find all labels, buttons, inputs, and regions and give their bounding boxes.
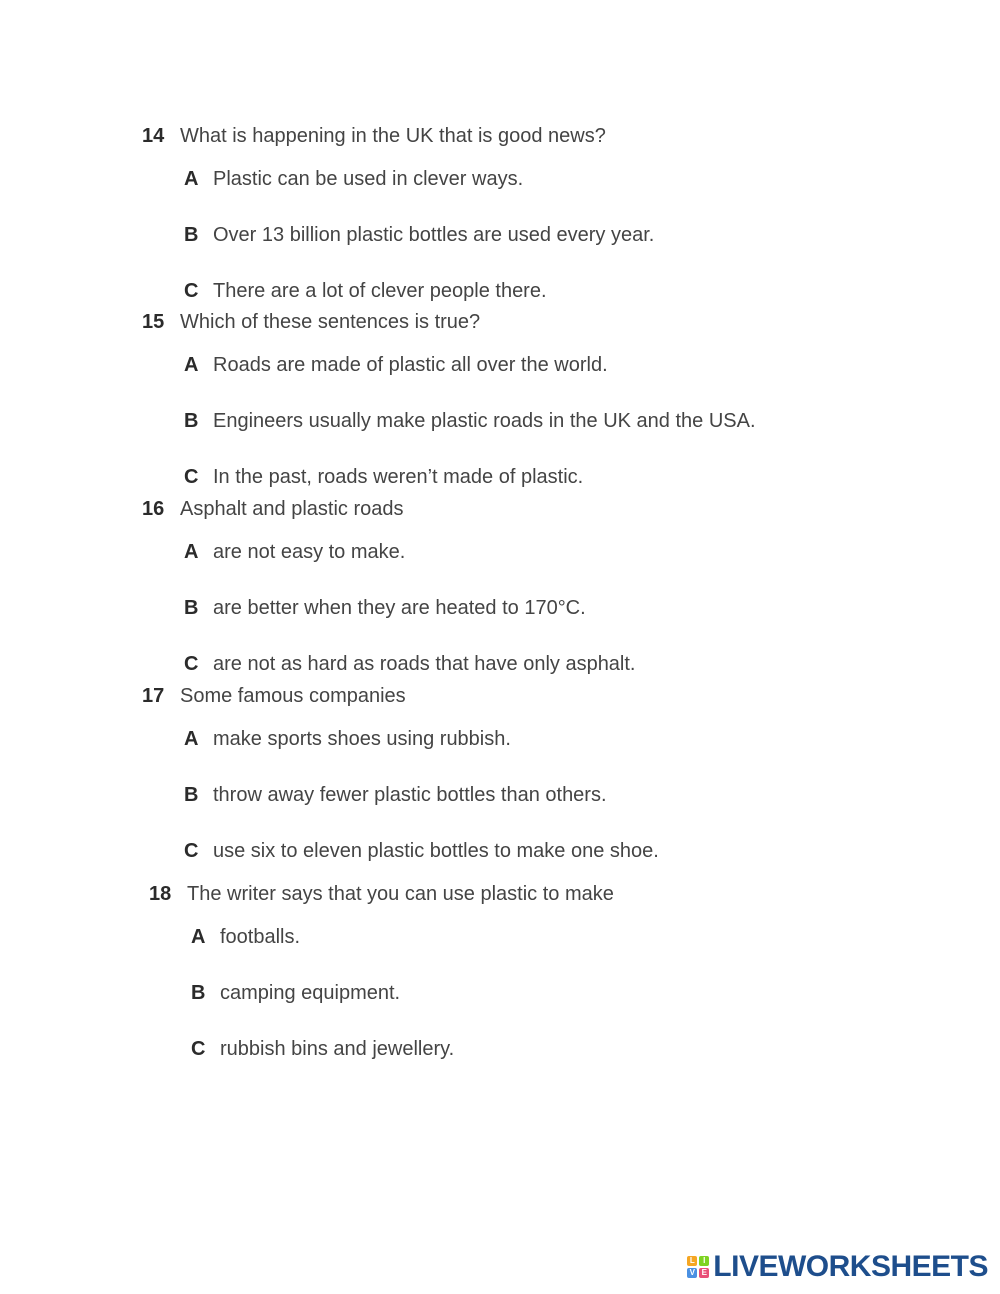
option-letter: A xyxy=(184,354,199,376)
answer-options xyxy=(142,350,942,505)
logo-mark-tile: I xyxy=(699,1256,709,1266)
option-letter: B xyxy=(184,784,199,806)
question-prompt: Some famous companies xyxy=(180,685,406,707)
answer-options xyxy=(142,164,942,319)
option-text: In the past, roads weren’t made of plastic. xyxy=(213,466,584,488)
answer-options xyxy=(142,537,942,692)
option-text: rubbish bins and jewellery. xyxy=(220,1038,455,1060)
option-text: There are a lot of clever people there. xyxy=(213,280,547,302)
option-letter: C xyxy=(184,840,199,862)
logo-mark-tile: E xyxy=(699,1268,709,1278)
answer-option-b[interactable] xyxy=(142,220,942,263)
option-text: Engineers usually make plastic roads in the UK and the USA. xyxy=(213,410,756,432)
option-text: throw away fewer plastic bottles than others. xyxy=(213,784,607,806)
answer-option-a[interactable] xyxy=(142,350,942,393)
question-number: 17 xyxy=(142,685,165,707)
question-18 xyxy=(149,879,949,1077)
option-letter: B xyxy=(184,410,199,432)
liveworksheets-logo[interactable] xyxy=(687,1250,988,1284)
question-header xyxy=(142,307,942,337)
option-text: camping equipment. xyxy=(220,982,401,1004)
option-letter: A xyxy=(184,728,199,750)
option-letter: C xyxy=(184,280,199,302)
option-letter: A xyxy=(184,168,199,190)
question-14 xyxy=(142,121,942,319)
question-17 xyxy=(142,681,942,879)
answer-options xyxy=(149,922,949,1077)
option-text: use six to eleven plastic bottles to make one shoe. xyxy=(213,840,659,862)
question-number: 14 xyxy=(142,125,165,147)
option-text: are not as hard as roads that have only asphalt. xyxy=(213,653,636,675)
option-text: are better when they are heated to 170°C. xyxy=(213,597,586,619)
question-prompt: Asphalt and plastic roads xyxy=(180,498,404,520)
answer-option-a[interactable] xyxy=(142,724,942,767)
option-letter: A xyxy=(184,541,199,563)
question-number: 18 xyxy=(149,883,172,905)
answer-option-b[interactable] xyxy=(149,978,949,1021)
question-header xyxy=(142,681,942,711)
option-letter: C xyxy=(184,466,199,488)
question-number: 16 xyxy=(142,498,165,520)
answer-option-b[interactable] xyxy=(142,780,942,823)
answer-options xyxy=(142,724,942,879)
answer-option-a[interactable] xyxy=(149,922,949,965)
option-letter: B xyxy=(191,982,206,1004)
option-letter: B xyxy=(184,597,199,619)
option-letter: C xyxy=(184,653,199,675)
question-header xyxy=(149,879,949,909)
answer-option-c[interactable] xyxy=(149,1034,949,1077)
answer-option-b[interactable] xyxy=(142,406,942,449)
question-prompt: What is happening in the UK that is good news? xyxy=(180,125,606,147)
option-text: Over 13 billion plastic bottles are used every year. xyxy=(213,224,655,246)
option-text: Plastic can be used in clever ways. xyxy=(213,168,524,190)
question-16 xyxy=(142,494,942,692)
question-header xyxy=(142,121,942,151)
logo-wordmark: LIVEWORKSHEETS xyxy=(713,1250,988,1283)
logo-mark-tile: L xyxy=(687,1256,697,1266)
question-prompt: The writer says that you can use plastic to make xyxy=(187,883,614,905)
option-text: footballs. xyxy=(220,926,301,948)
answer-option-c[interactable] xyxy=(142,836,942,879)
option-text: Roads are made of plastic all over the world. xyxy=(213,354,608,376)
logo-mark-tile: V xyxy=(687,1268,697,1278)
option-text: make sports shoes using rubbish. xyxy=(213,728,511,750)
logo-mark-icon xyxy=(687,1256,709,1278)
question-15 xyxy=(142,307,942,505)
question-header xyxy=(142,494,942,524)
option-text: are not easy to make. xyxy=(213,541,406,563)
answer-option-a[interactable] xyxy=(142,537,942,580)
answer-option-a[interactable] xyxy=(142,164,942,207)
question-number: 15 xyxy=(142,311,165,333)
option-letter: C xyxy=(191,1038,206,1060)
answer-option-b[interactable] xyxy=(142,593,942,636)
question-prompt: Which of these sentences is true? xyxy=(180,311,481,333)
option-letter: A xyxy=(191,926,206,948)
option-letter: B xyxy=(184,224,199,246)
